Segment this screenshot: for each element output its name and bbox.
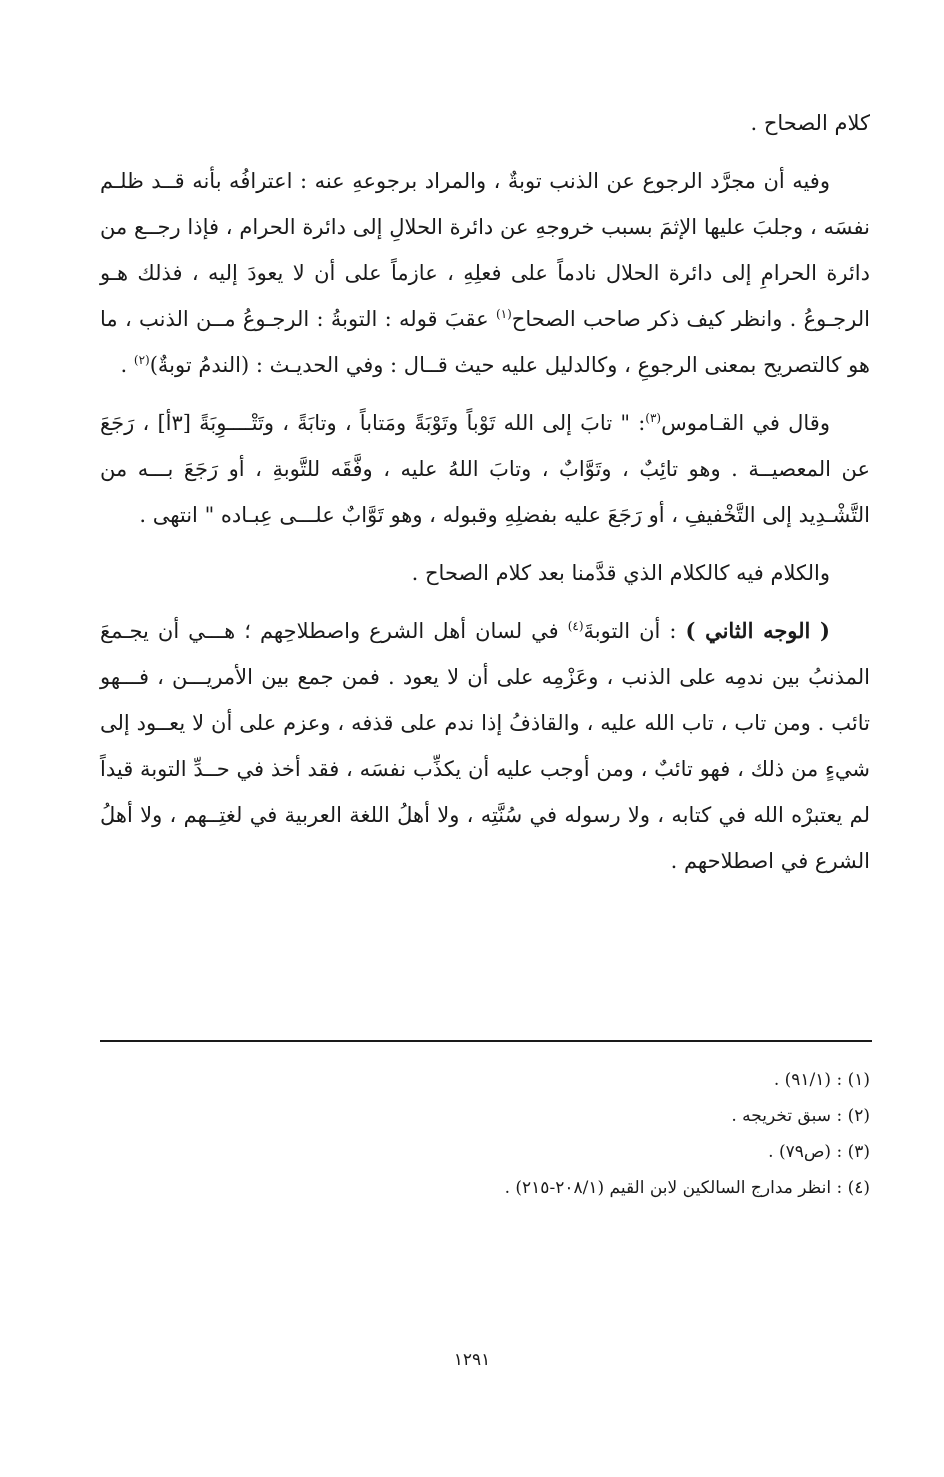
page-number: ١٢٩١ (453, 1350, 491, 1370)
paragraph-2-text-a: وفيه أن مجرَّد الرجوع عن الذنب توبةٌ ، والمراد برجوعهِ عنه : اعترافُه بأنه قــد ظلـم نفسَه ، وجلبَ عليها الإثمَ بسبب خروجهِ عن دائرة الحلالِ إلى دائرة الحرام ، فإذا رجــع من دائرة الحرامِ إلى دائرة الحلال نادماً على فعلِهِ ، عازماً على أن لا يعودَ إليه ، فذلك هـو الرجـوعُ . وانظر كيف ذكر صاحب الصحاح (100, 169, 870, 331)
paragraph-2 (100, 158, 870, 388)
paragraph-4 (100, 550, 870, 596)
paragraph-5-text-a: : أن التوبةَ (583, 619, 686, 643)
footnote-ref-1[interactable]: (١) (495, 307, 512, 321)
page-body (100, 100, 870, 896)
footnote-4: (٤) : انظر مدارج السالكين لابن القيم (٢٠٨/١-٢١٥) . (504, 1178, 870, 1198)
paragraph-2-text-c: . (120, 353, 134, 377)
footnotes (100, 1062, 870, 1206)
footnote-divider (100, 1040, 872, 1042)
paragraph-5-text-b: في لسان أهل الشرع واصطلاحِهم ؛ هـــي أن يجـمعَ المذنبُ بين ندمِه على الذنب ، وعَزْمِه على أن لا يعود . فمن جمع بين الأمريـــن ، فـــهو تائب . ومن تاب ، تاب الله عليه ، والقاذفُ إذا ندم على قذفه ، وعزم على أن لا يعــود إلى شيءٍ من ذلك ، فهو تائبٌ ، ومن أوجب عليه أن يكذِّب نفسَه ، فقد أخذ في حــدِّ التوبة قيداً لم يعتبرْه الله في كتابه ، ولا رسوله في سُنَّتِه ، ولا أهلُ اللغة العربية في لغتِــهم ، ولا أهلُ الشرع في اصطلاحهم . (100, 619, 870, 873)
paragraph-3-text-b: : " تابَ إلى الله تَوْباً وتَوْبَةً ومَتاباً ، وتابَةً ، وتَتْــــوِبَةً [٣أ] ، رَجَعَ عن المعصيــة . وهو تائِبٌ ، وتَوَّابٌ ، وتابَ اللهُ عليه ، وفَّقَه للتَّوبةِ ، أو رَجَعَ بـــه من التَّشْـدِيد إلى التَّخْفيفِ ، أو رَجَعَ عليه بفضلِهِ وقبوله ، وهو تَوَّابٌ علـــى عِبـاده " انتهى . (100, 411, 870, 527)
paragraph-1-text: كلام الصحاح . (750, 111, 870, 135)
footnote-3: (٣) : (ص٧٩) . (768, 1142, 870, 1162)
main-text (100, 100, 870, 884)
paragraph-1 (100, 100, 870, 146)
paragraph-3-text-a: وقال في القـاموس (661, 411, 830, 435)
footnote-2: (٢) : سبق تخريجه . (731, 1106, 870, 1126)
footnote-ref-4[interactable]: (٤) (567, 619, 584, 633)
paragraph-4-text: والكلام فيه كالكلام الذي قدَّمنا بعد كلام الصحاح . (411, 561, 830, 585)
paragraph-3 (100, 400, 870, 538)
footnote-ref-3[interactable]: (٣) (645, 411, 662, 425)
section-heading: ( الوجه الثاني ) (685, 618, 830, 643)
paragraph-2-text-b: عقبَ قوله : التوبةُ : الرجـوعُ مــن الذنب ، ما هو كالتصريح بمعنى الرجوعِ ، وكالدليل عليه حيث قــال : وفي الحديـث : (الندمُ توبةٌ) (100, 307, 870, 377)
footnote-ref-2[interactable]: (٢) (133, 353, 150, 367)
paragraph-5 (100, 608, 870, 884)
footnote-1: (١) : (٩١/١) . (773, 1070, 870, 1090)
